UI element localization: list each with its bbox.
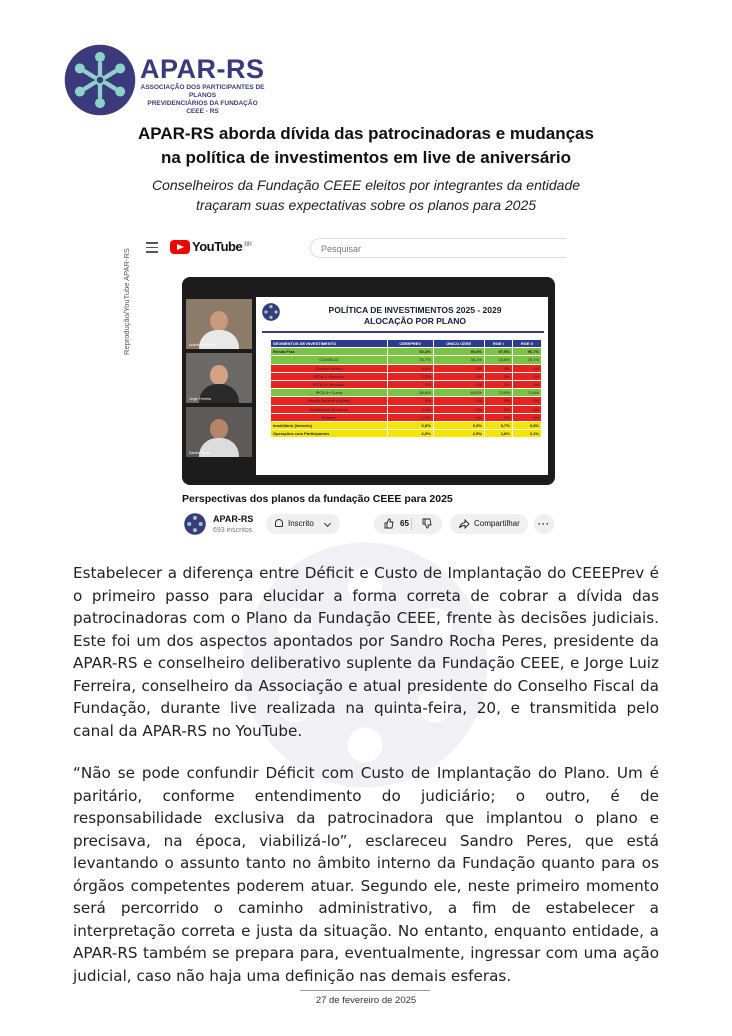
table-cell: 23,6% (484, 356, 512, 364)
participant-head (210, 365, 228, 385)
table-cell: 0% (484, 380, 512, 388)
brand-block (140, 54, 265, 116)
table-header-cell: RGE II (512, 340, 541, 348)
table-cell: Estruturado (Fundos) (271, 405, 388, 413)
table-body (271, 348, 542, 438)
table-header-row (271, 340, 542, 348)
table-cell: 0% (433, 380, 484, 388)
table-cell: CDI/SELIC (271, 356, 388, 364)
table-cell: 0% (512, 364, 541, 372)
slide-title-line2: ALOCAÇÃO POR PLANO (364, 316, 466, 326)
table-row (271, 389, 542, 397)
table-cell: 0,9% (433, 421, 484, 429)
photo-credit: Reprodução/YouTube APAR-RS (122, 248, 131, 355)
participant-tag: Andreia Fuentes (189, 343, 215, 347)
table-row (271, 380, 542, 388)
table-header-cell: RGE I (484, 340, 512, 348)
table-cell: 71,6% (512, 389, 541, 397)
subhead-line2: traçaram suas expectativas sobre os planos para 2025 (195, 197, 537, 213)
slide-divider (262, 331, 544, 333)
bell-icon (275, 519, 283, 527)
like-dislike-group (374, 514, 442, 534)
table-cell: 2,5% (433, 430, 484, 438)
table-cell: 0,8% (512, 421, 541, 429)
table-cell: Renda Fixa (271, 348, 388, 356)
table-cell: 97,5% (484, 348, 512, 356)
table-cell: IPCA 3+ Mercado (271, 380, 388, 388)
table-cell: Renda Variável (Ações) (271, 397, 388, 405)
footer-divider (300, 990, 430, 991)
table-cell: 0% (512, 405, 541, 413)
table-cell: 0% (433, 372, 484, 380)
table-cell: 33,7% (387, 356, 433, 364)
table-cell: 92,4% (387, 348, 433, 356)
table-row (271, 364, 542, 372)
table-row (271, 413, 542, 421)
table-cell: 0% (387, 397, 433, 405)
slide-title-line1: POLÍTICA DE INVESTIMENTOS 2025 - 2029 (328, 305, 502, 315)
table-header-cell: SEGMENTOS DE INVESTIMENTO (271, 340, 388, 348)
table-cell: 0% (484, 413, 512, 421)
table-cell: Operações com Participantes (271, 430, 388, 438)
share-icon (459, 519, 470, 529)
like-divider (411, 518, 412, 530)
brand-subtitle-line2: PREVIDENCIÁRIOS DA FUNDAÇÃO CEEE - RS (147, 100, 258, 115)
table-cell: 0% (484, 364, 512, 372)
participant-cam-1 (186, 299, 252, 349)
table-row (271, 421, 542, 429)
participant-cam-2 (186, 353, 252, 403)
participant-head (210, 419, 228, 439)
participant-tag: Jorge Ferreira (189, 397, 211, 401)
article-subhead (60, 175, 672, 215)
more-options-button[interactable]: ··· (534, 514, 554, 534)
table-cell: 0% (512, 397, 541, 405)
table-cell: 36,1% (433, 356, 484, 364)
table-cell: 1,4% (387, 413, 433, 421)
channel-subscribers: 693 inscritos (213, 527, 253, 534)
table-cell: 0% (484, 397, 512, 405)
slide-title (286, 305, 544, 327)
table-cell: 73,9% (484, 389, 512, 397)
table-cell: 96,7% (512, 348, 541, 356)
channel-name[interactable]: APAR-RS (213, 514, 254, 524)
channel-avatar[interactable] (184, 513, 206, 535)
slide-logo (262, 303, 280, 321)
brand-name: APAR-RS (140, 54, 265, 84)
table-cell: IPCA 5+ Curva (271, 389, 388, 397)
table-row (271, 397, 542, 405)
table-cell: 0% (433, 364, 484, 372)
participant-tag: Sandro Peres (189, 451, 211, 455)
table-cell: 25,1% (512, 356, 541, 364)
youtube-header (146, 236, 566, 260)
article-headline (60, 122, 672, 170)
table-cell: Credito Privado (271, 364, 388, 372)
like-count: 65 (400, 519, 409, 528)
table-cell: Exterior (271, 413, 388, 421)
table-row (271, 430, 542, 438)
table-cell: IPCA 1: Mercado (271, 372, 388, 380)
youtube-play-icon[interactable] (170, 240, 190, 254)
table-header-cell: CEEEPREV (387, 340, 433, 348)
table-cell: 0% (387, 380, 433, 388)
table-cell: 0% (512, 380, 541, 388)
dislike-icon[interactable] (422, 518, 432, 529)
menu-icon[interactable] (146, 242, 158, 252)
youtube-region: BR (244, 241, 252, 248)
like-icon[interactable] (384, 518, 394, 529)
share-label: Compartilhar (474, 519, 520, 528)
table-cell: 0,7% (484, 421, 512, 429)
table-cell: 1,8% (484, 430, 512, 438)
allocation-table (270, 339, 542, 438)
table-cell: 0% (433, 405, 484, 413)
table-cell: 0% (433, 413, 484, 421)
participant-cam-3 (186, 407, 252, 457)
video-player[interactable] (182, 277, 555, 485)
table-row (271, 348, 542, 356)
share-button[interactable] (450, 514, 528, 534)
table-cell: 60,5% (433, 389, 484, 397)
headline-line2: na política de investimentos em live de aniversário (160, 148, 572, 167)
table-cell: 0% (512, 413, 541, 421)
article-paragraph-1: Estabelecer a diferença entre Déficit e Custo de Implantação do CEEEPrev é o primeiro passo para elucidar a forma correta de cobrar a dívida das patrocinadoras com o Plano da Fundação CEEE, frente às decisões judiciais. Este foi um dos aspectos apontados por Sandro Rocha Peres, presidente da APAR-RS e conselheiro deliberativo suplente da Fundação CEEE, e Jorge Luiz Ferreira, conselheiro da Associação e atual presidente do Conselho Fiscal da Fundação, durante live realizada na quinta-feira, 20, e transmitida pelo canal da APAR-RS no YouTube. (73, 564, 659, 740)
table-cell: 2,5% (387, 405, 433, 413)
table-cell: Imobiliário (Imóveis) (271, 421, 388, 429)
headline-line1: APAR-RS aborda dívida das patrocinadoras e mudanças (138, 124, 594, 143)
table-cell: 2,1% (512, 430, 541, 438)
table-cell: 0,8% (387, 364, 433, 372)
chevron-down-icon (324, 520, 331, 527)
article-paragraph-2: “Não se pode confundir Déficit com Custo de Implantação do Plano. Um é paritário, conforme entendimento do judiciário; o outro, é de responsabilidade exclusiva da patrocinadora que implantou o plano e precisava, na época, viabilizá-lo”, esclareceu Sandro Peres, que está levantando o assunto tanto no âmbito interno da Fundação quanto para os órgãos competentes poderem atuar. Segundo ele, neste primeiro momento será percorrido o caminho administrativo, a fim de estabelecer a interpretação correta e justa da situação. No entanto, enquanto entidade, a APAR-RS também se prepara para, eventualmente, ingressar com uma ação judicial, caso não haja uma definição nas demais esferas. (73, 764, 659, 985)
table-cell: 0% (484, 372, 512, 380)
table-row (271, 356, 542, 364)
table-row (271, 372, 542, 380)
table-cell: 0% (433, 397, 484, 405)
table-cell: 2,3% (387, 372, 433, 380)
table-cell: 0,8% (387, 421, 433, 429)
table-cell: 55,6% (387, 389, 433, 397)
table-cell: 0% (484, 405, 512, 413)
subscribed-label: Inscrito (288, 519, 314, 528)
publication-date: 27 de fevereiro de 2025 (315, 995, 417, 1006)
table-row (271, 405, 542, 413)
apar-logo (64, 44, 136, 116)
participant-head (210, 311, 228, 331)
table-cell: 2,9% (387, 430, 433, 438)
subscribed-button[interactable] (266, 514, 340, 534)
youtube-wordmark[interactable]: YouTube $^{BR}$ (192, 239, 252, 254)
table-header-cell: ÚNICO CEEE (433, 340, 484, 348)
brand-subtitle-line1: ASSOCIAÇÃO DOS PARTICIPANTES DE PLANOS (140, 84, 265, 99)
search-input[interactable]: Pesquisar (310, 238, 566, 258)
table-cell: 96,6% (433, 348, 484, 356)
subhead-line1: Conselheiros da Fundação CEEE eleitos por integrantes da entidade (151, 177, 581, 193)
table-cell: 0% (512, 372, 541, 380)
video-title[interactable]: Perspectivas dos planos da fundação CEEE para 2025 (182, 493, 453, 505)
presentation-slide (256, 297, 548, 475)
